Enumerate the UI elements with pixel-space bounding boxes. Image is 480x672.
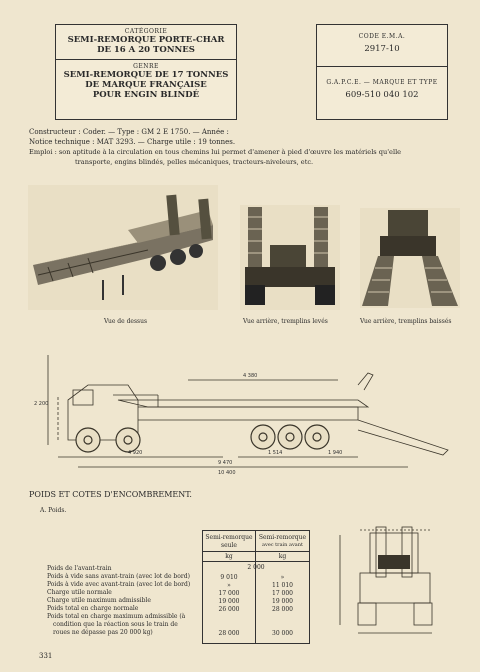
category-line1: SEMI-REMORQUE PORTE-CHAR (67, 35, 225, 45)
category-box (55, 24, 237, 120)
category-label: CATÉGORIE (124, 28, 168, 35)
row5-v2: 28 000 (272, 606, 293, 613)
row3-v2: 17 000 (272, 590, 293, 597)
gapce-label: G.A.P.C.E. — MARQUE ET TYPE (326, 79, 438, 86)
row-label: Charge utile maximum admissible (47, 597, 151, 604)
photo-rear-up (240, 205, 340, 310)
col1-head1: Semi-remorque (205, 534, 253, 541)
dim-d4: 1 940 (328, 450, 343, 456)
code-box (316, 24, 448, 120)
row1-v2: » (280, 574, 285, 581)
genre-line2: DE MARQUE FRANÇAISE (85, 80, 207, 90)
row8-v1: 28 000 (218, 630, 240, 637)
genre-label: GENRE (133, 63, 159, 70)
unit2: kg (278, 553, 287, 560)
col2-head1: Semi-remorque (258, 534, 307, 541)
row4-v1: 19 000 (218, 598, 240, 605)
info-line4: transporte, engins blindés, pelles mécaniques, tracteurs-niveleurs, etc. (75, 158, 314, 166)
category-line2: DE 16 A 20 TONNES (97, 45, 195, 55)
info-line3: Emploi : son aptitude à la circulation en tous chemins lui permet d'amener à pied d'œuvre les matériels qu'elle (29, 148, 402, 156)
row-label: Charge utile normale (47, 589, 112, 596)
section-heading: POIDS ET COTES D'ENCOMBREMENT. (29, 490, 192, 499)
unit1: kg (225, 553, 233, 560)
section-sub: A. Poids. (40, 507, 67, 514)
row1-v1: 9 010 (220, 574, 238, 581)
gapce-value: 609-510 040 102 (345, 90, 419, 100)
row-label: Poids total en charge normale (47, 605, 139, 612)
row0-v1: 2 000 (247, 564, 265, 571)
dim-d1: 4 380 (243, 373, 258, 379)
front-view-drawing (330, 525, 455, 640)
row-label: condition que la réaction sous le train de (53, 621, 178, 628)
genre-line1: SEMI-REMORQUE DE 17 TONNES (63, 70, 229, 80)
dim-d7: 2 200 (34, 401, 49, 407)
row-label: Poids total en charge maximum admissible (à (47, 613, 186, 620)
genre-line3: POUR ENGIN BLINDÉ (92, 90, 200, 100)
code-label: CODE E.M.A. (358, 33, 406, 40)
info-line2: Notice technique : MAT 3293. — Charge utile : 19 tonnes. (29, 138, 236, 146)
caption-photo1: Vue de dessus (104, 318, 148, 325)
page-number: 331 (39, 652, 53, 660)
dim-d3: 1 514 (268, 450, 283, 456)
dim-d2: 4 920 (128, 450, 143, 456)
row8-v2: 30 000 (272, 630, 293, 637)
caption-photo3: Vue arrière, tremplins baissés (360, 318, 452, 325)
photo-rear-down (360, 208, 460, 308)
code-value: 2917-10 (364, 44, 400, 54)
row-label: Poids à vide avec avant-train (avec lot de bord) (47, 581, 191, 588)
row3-v1: 17 000 (218, 590, 240, 597)
row-label: roues ne dépasse pas 20 000 kg) (53, 629, 153, 636)
row4-v2: 19 000 (272, 598, 293, 605)
photo-top-view (28, 185, 218, 310)
dim-d5: 9 470 (218, 460, 233, 466)
weights-table (202, 530, 310, 644)
caption-photo2: Vue arrière, tremplins levés (243, 318, 328, 325)
row-label: Poids à vide sans avant-train (avec lot de bord) (47, 573, 190, 580)
weights-labels (47, 565, 202, 637)
dim-d6: 10 400 (218, 470, 236, 475)
row2-v1: » (227, 582, 231, 589)
side-view-drawing (28, 345, 458, 475)
row5-v1: 26 000 (218, 606, 240, 613)
col1-head2: seule (221, 542, 237, 549)
info-line1: Constructeur : Coder. — Type : GM 2 E 1750. — Année : (29, 128, 229, 136)
col2-head2: avec train avant (262, 542, 303, 548)
row2-v2: 11 010 (272, 582, 293, 589)
row-label: Poids de l'avant-train (47, 565, 112, 572)
